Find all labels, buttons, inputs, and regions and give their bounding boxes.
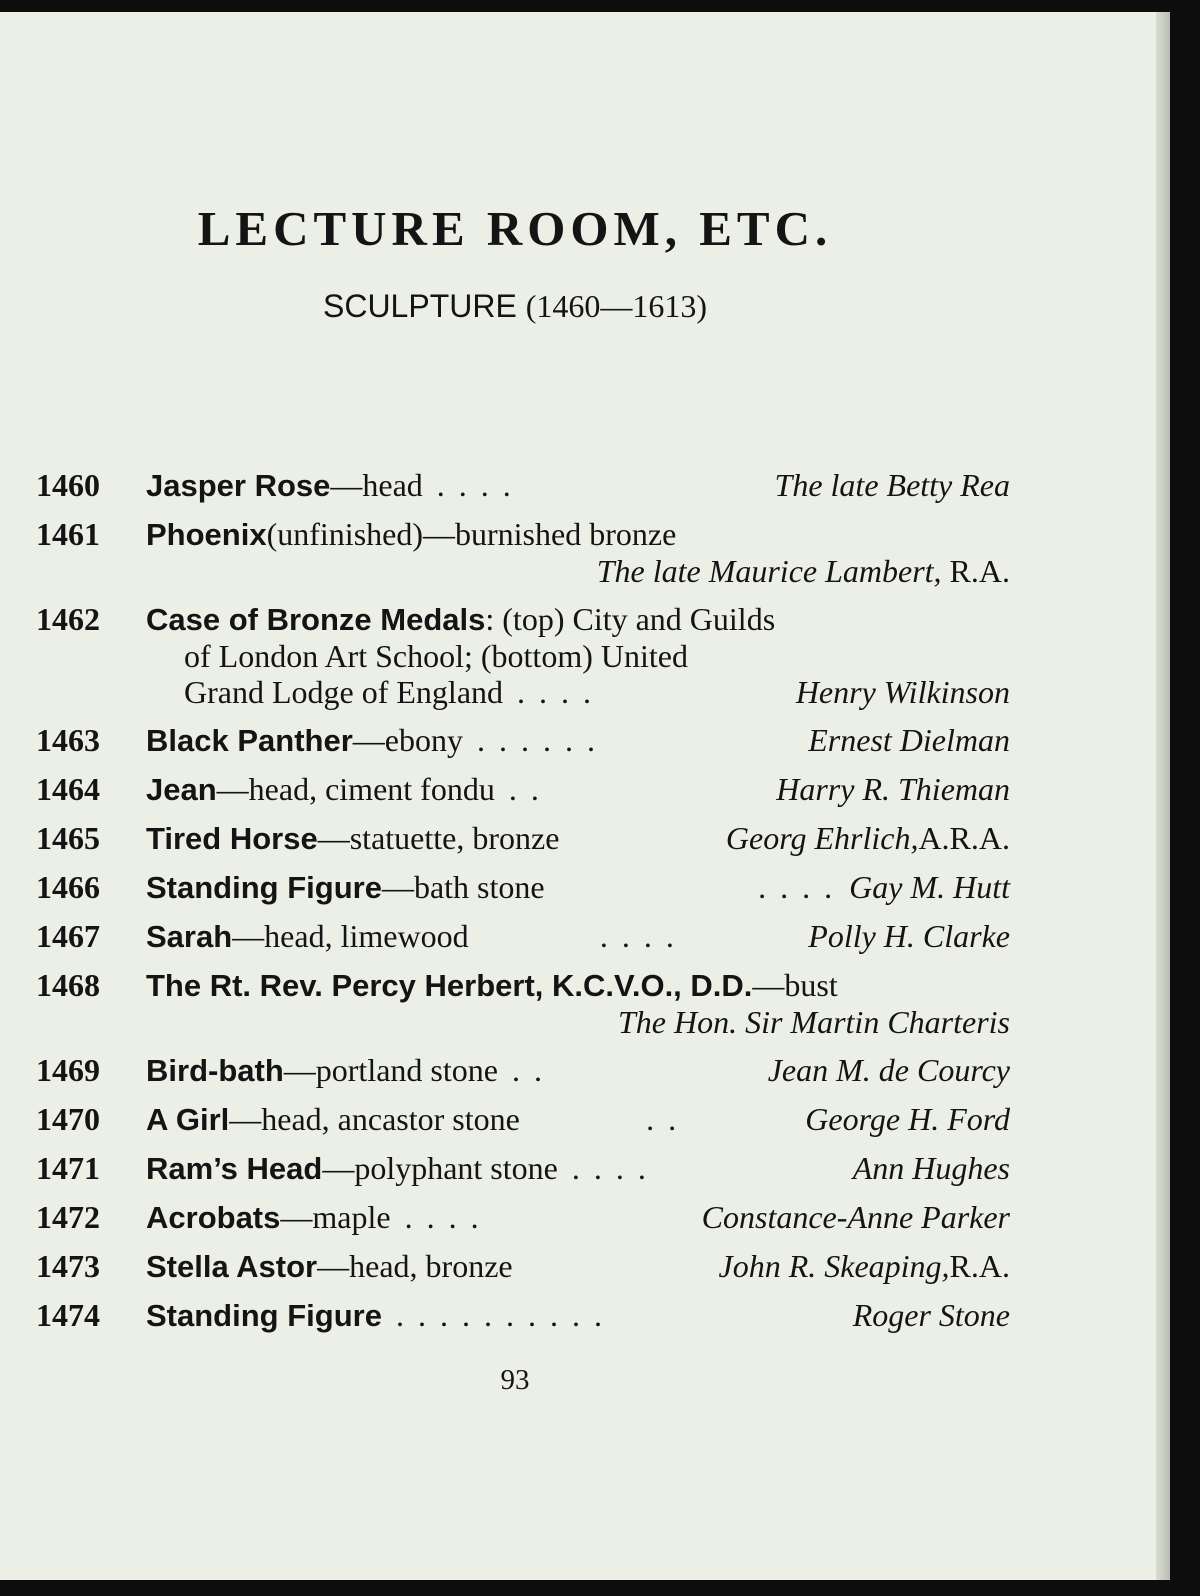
entry-title: Jasper Rose bbox=[146, 468, 331, 503]
entry-description: (unfinished)—burnished bronze bbox=[266, 516, 677, 552]
catalogue-entry bbox=[36, 771, 1010, 808]
entry-number: 1471 bbox=[36, 1150, 100, 1186]
entry-number: 1470 bbox=[36, 1101, 100, 1137]
entry-artist: Roger Stone bbox=[852, 1297, 1010, 1333]
catalogue-entry bbox=[36, 1150, 1010, 1187]
catalogue-entry bbox=[36, 1199, 1010, 1236]
entry-artist: The late Betty Rea bbox=[774, 467, 1010, 503]
entry-title: Standing Figure bbox=[146, 1298, 382, 1333]
catalogue-entry bbox=[36, 516, 1010, 589]
entry-number: 1468 bbox=[36, 967, 100, 1003]
entry-title: Stella Astor bbox=[146, 1249, 318, 1284]
section-range: (1460—1613) bbox=[525, 288, 707, 324]
entry-title: Tired Horse bbox=[146, 821, 318, 856]
catalogue-entry bbox=[36, 722, 1010, 759]
leader-dots: . . . . bbox=[571, 1150, 649, 1186]
entry-artist: Jean M. de Courcy bbox=[767, 1052, 1010, 1088]
entry-number: 1469 bbox=[36, 1052, 100, 1088]
entry-artist: The late Maurice Lambert, bbox=[596, 553, 942, 589]
entry-artist: Ann Hughes bbox=[852, 1150, 1010, 1186]
entry-title: The Rt. Rev. Percy Herbert, K.C.V.O., D.D. bbox=[146, 968, 753, 1003]
entry-description: —head, ciment fondu bbox=[216, 771, 495, 807]
entry-description: —bath stone bbox=[381, 869, 545, 905]
entry-description: —bust bbox=[752, 967, 838, 1003]
entry-artist: Constance-Anne Parker bbox=[701, 1199, 1010, 1235]
entry-description: —head, limewood bbox=[232, 918, 469, 954]
entry-description-cont: Grand Lodge of England bbox=[184, 674, 504, 710]
entry-title: Bird-bath bbox=[146, 1053, 284, 1088]
catalogue-entry bbox=[36, 1052, 1010, 1089]
entry-artist: Henry Wilkinson bbox=[795, 674, 1010, 710]
entry-artist: Ernest Dielman bbox=[808, 722, 1010, 758]
page-heading: LECTURE ROOM, ETC. bbox=[197, 201, 833, 256]
entry-title: A Girl bbox=[146, 1102, 230, 1137]
entry-number: 1467 bbox=[36, 918, 100, 954]
entry-number: 1464 bbox=[36, 771, 100, 807]
entry-number: 1462 bbox=[36, 601, 100, 637]
leader-dots: . . . . bbox=[758, 869, 836, 905]
catalogue-entry bbox=[36, 1248, 1010, 1285]
entry-description-cont: of London Art School; (bottom) United bbox=[184, 638, 688, 674]
section-label: SCULPTURE bbox=[322, 288, 517, 324]
catalogue-entry bbox=[36, 1297, 1010, 1334]
entry-number: 1473 bbox=[36, 1248, 100, 1284]
page-edge bbox=[1156, 12, 1170, 1580]
leader-dots: . . . . . . . . . . bbox=[395, 1297, 605, 1333]
entry-artist: John R. Skeaping, bbox=[718, 1248, 950, 1284]
entry-description: —maple bbox=[280, 1199, 391, 1235]
artist-honours: R.A. bbox=[949, 1248, 1010, 1284]
entry-artist: The Hon. Sir Martin Charteris bbox=[617, 1004, 1010, 1040]
entry-title: Sarah bbox=[146, 919, 233, 954]
leader-dots: . . . . bbox=[404, 1199, 482, 1235]
artist-honours: R.A. bbox=[941, 553, 1010, 589]
entry-title: Ram’s Head bbox=[146, 1151, 323, 1186]
entry-description: : (top) City and Guilds bbox=[485, 601, 776, 637]
entry-number: 1465 bbox=[36, 820, 100, 856]
leader-dots: . . bbox=[646, 1101, 680, 1137]
entry-title: Black Panther bbox=[146, 723, 353, 758]
artist-honours: A.R.A. bbox=[918, 820, 1010, 856]
catalogue-entry bbox=[36, 918, 1010, 955]
entry-description: —ebony bbox=[352, 722, 463, 758]
catalogue-entry bbox=[36, 601, 1010, 710]
entry-number: 1460 bbox=[36, 467, 100, 503]
entry-artist: George H. Ford bbox=[805, 1101, 1010, 1137]
entry-description: —head, bronze bbox=[317, 1248, 513, 1284]
leader-dots: . . . . bbox=[599, 918, 677, 954]
catalogue-entry bbox=[36, 967, 1010, 1040]
entry-artist: Polly H. Clarke bbox=[808, 918, 1010, 954]
entry-title: Standing Figure bbox=[146, 870, 382, 905]
leader-dots: . . . . bbox=[436, 467, 514, 503]
entry-title: Acrobats bbox=[146, 1200, 281, 1235]
leader-dots: . . . . . . bbox=[476, 722, 598, 758]
catalogue-page bbox=[0, 12, 1170, 1580]
entry-number: 1472 bbox=[36, 1199, 100, 1235]
leader-dots: . . . . bbox=[517, 674, 595, 710]
entry-title: Jean bbox=[146, 772, 217, 807]
entry-title: Phoenix bbox=[146, 517, 267, 552]
page-number: 93 bbox=[500, 1364, 530, 1396]
catalogue-entry bbox=[36, 820, 1010, 857]
entry-artist: Georg Ehrlich, bbox=[725, 820, 919, 856]
entry-description: —statuette, bronze bbox=[317, 820, 560, 856]
entry-number: 1463 bbox=[36, 722, 100, 758]
leader-dots: . . bbox=[511, 1052, 545, 1088]
entry-artist: Harry R. Thieman bbox=[776, 771, 1010, 807]
entry-description: —head, ancastor stone bbox=[229, 1101, 520, 1137]
entry-description: —portland stone bbox=[283, 1052, 498, 1088]
entry-number: 1466 bbox=[36, 869, 100, 905]
entry-number: 1474 bbox=[36, 1297, 100, 1333]
entry-number: 1461 bbox=[36, 516, 100, 552]
catalogue-entry bbox=[36, 467, 1010, 504]
catalogue-entry bbox=[36, 1101, 1010, 1138]
catalogue-entry bbox=[36, 869, 1010, 906]
entry-description: —polyphant stone bbox=[322, 1150, 558, 1186]
entry-artist: Gay M. Hutt bbox=[849, 869, 1010, 905]
section-heading bbox=[0, 288, 1030, 325]
entry-description: —head bbox=[330, 467, 423, 503]
leader-dots: . . bbox=[508, 771, 542, 807]
entry-title: Case of Bronze Medals bbox=[146, 602, 486, 637]
entry-list bbox=[36, 467, 1010, 1346]
